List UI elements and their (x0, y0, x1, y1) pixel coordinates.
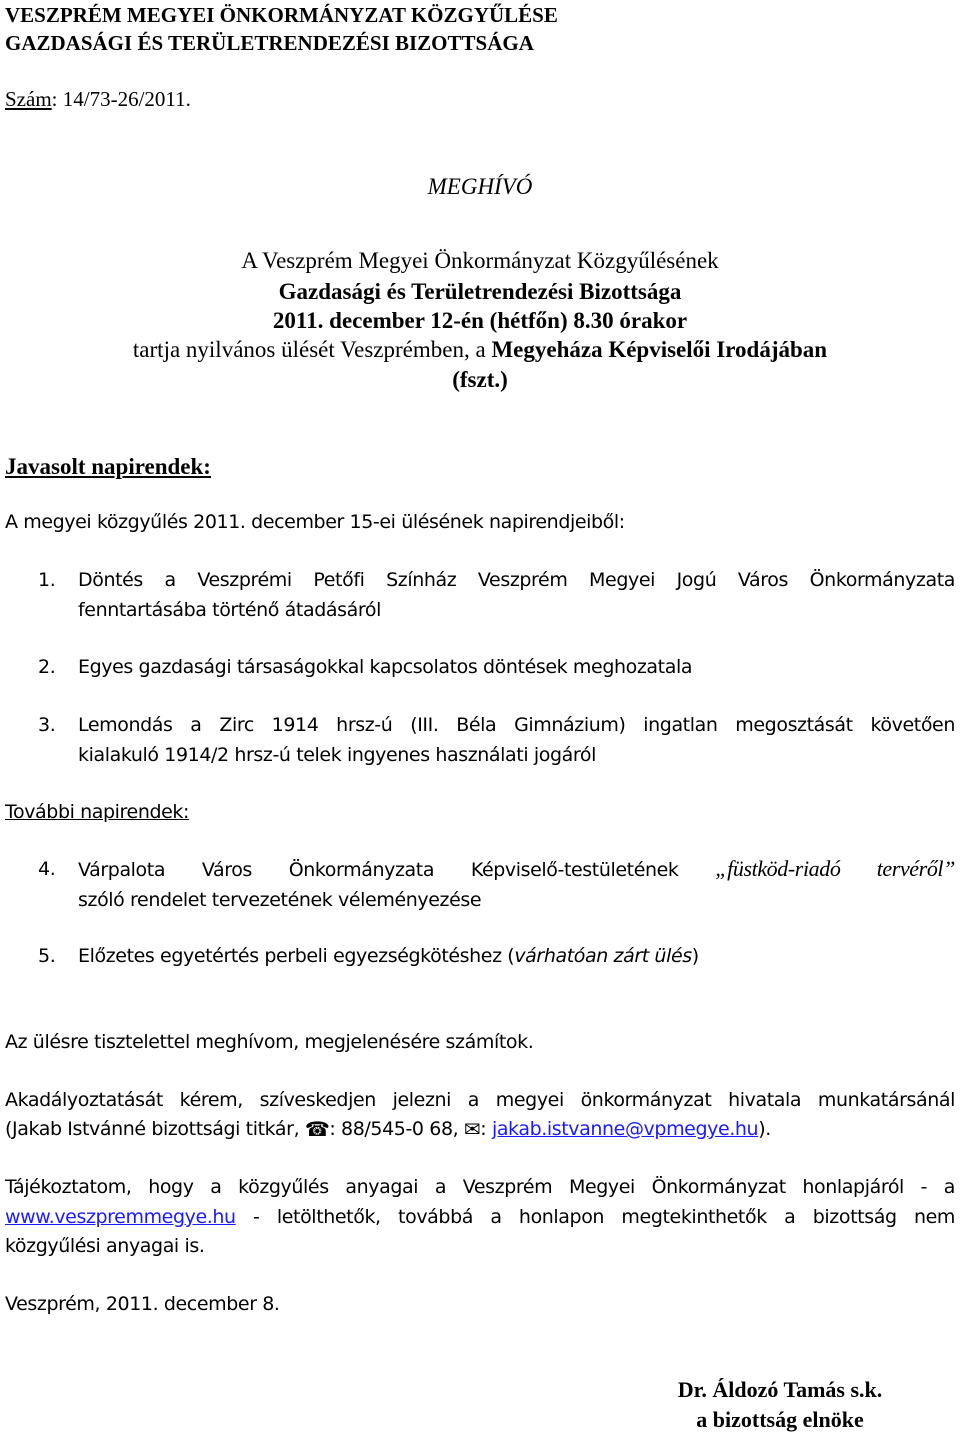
invitation-location (5, 335, 955, 364)
contact-line1: Akadályoztatását kérem, szíveskedjen jelezni a megyei önkormányzat hivatala munkatársánál (5, 1089, 955, 1111)
signer-title: a bizottság elnöke (696, 1407, 864, 1432)
agenda-item-1 (5, 565, 955, 625)
invitation-location-text: tartja nyilvános ülését Veszprémben, a (132, 337, 492, 362)
agenda-intro: A megyei közgyűlés 2011. december 15-ei ülésének napirendjeiből: (5, 511, 625, 533)
email-link[interactable]: jakab.istvanne@vpmegye.hu (491, 1118, 759, 1140)
place-date: Veszprém, 2011. december 8. (5, 1293, 280, 1315)
agenda-item-text-cont: szóló rendelet tervezetének véleményezése (78, 889, 482, 911)
agenda-item-5-note: várhatóan zárt ülés (514, 945, 692, 967)
info-line2 (5, 1203, 955, 1232)
agenda-item-text: Egyes gazdasági társaságokkal kapcsolatos döntések meghozatala (78, 656, 693, 678)
email-colon: : (480, 1118, 492, 1140)
agenda-item-5-close: ) (691, 945, 699, 967)
closing-greeting: Az ülésre tisztelettel meghívom, megjelenésére számítok. (5, 1031, 534, 1053)
agenda-item-number: 4. (38, 858, 56, 880)
phone-icon: ☎ (304, 1117, 330, 1141)
agenda-item-2 (5, 652, 955, 682)
contact-phone: : 88/545-0 68, (329, 1118, 464, 1140)
signer-name: Dr. Áldozó Tamás s.k. (677, 1377, 883, 1402)
invitation-datetime: 2011. december 12-én (hétfőn) 8.30 órakor (272, 308, 688, 333)
invitation-line2: Gazdasági és Területrendezési Bizottsága (278, 279, 682, 304)
reference-number (5, 86, 955, 113)
contact-end: ). (758, 1118, 771, 1140)
invitation-line1: A Veszprém Megyei Önkormányzat Közgyűlésének (241, 248, 719, 273)
agenda-item-number: 1. (38, 569, 56, 591)
agenda-item-number: 3. (38, 714, 56, 736)
agenda-heading: Javasolt napirendek: (5, 454, 211, 479)
agenda-item-4-title: „füstköd-riadó tervéről” (715, 856, 955, 881)
agenda-item-text (78, 854, 955, 885)
reference-label: Szám (5, 87, 52, 111)
info-line1: Tájékoztatom, hogy a közgyűlés anyagai a Veszprém Megyei Önkormányzat honlapjáról - a (5, 1176, 955, 1198)
reference-value: : 14/73-26/2011. (51, 87, 191, 111)
info-line3: közgyűlési anyagai is. (5, 1235, 205, 1257)
org-name-line2: GAZDASÁGI ÉS TERÜLETRENDEZÉSI BIZOTTSÁGA (5, 31, 534, 55)
agenda-item-5-text: Előzetes egyetértés perbeli egyezségkötéshez ( (78, 945, 515, 967)
agenda-item-number: 5. (38, 945, 56, 967)
agenda-item-text-cont: kialakuló 1914/2 hrsz-ú telek ingyenes használati jogáról (78, 744, 596, 766)
contact-line2 (5, 1115, 955, 1144)
agenda-item-number: 2. (38, 656, 56, 678)
contact-person: (Jakab Istvánné bizottsági titkár, (5, 1118, 305, 1140)
invitation-floor: (fszt.) (452, 367, 508, 392)
agenda-item-4 (5, 854, 955, 915)
agenda-item-text (78, 941, 955, 971)
agenda-item-text-cont: fenntartásába történő átadásáról (78, 599, 381, 621)
envelope-icon: ✉ (463, 1117, 481, 1141)
invitation-title: MEGHÍVÓ (427, 174, 533, 199)
agenda-item-text: Lemondás a Zirc 1914 hrsz-ú (III. Béla Gimnázium) ingatlan megosztását követően (78, 714, 955, 736)
further-agenda-heading: További napirendek: (5, 801, 190, 823)
agenda-item-text: Döntés a Veszprémi Petőfi Színház Veszprém Megyei Jogú Város Önkormányzata (78, 569, 955, 591)
agenda-item-4-text: Várpalota Város Önkormányzata Képviselő-testületének (78, 859, 716, 881)
website-link[interactable]: www.veszpremmegye.hu (5, 1206, 236, 1228)
agenda-item-3 (5, 710, 955, 770)
org-name-line1: VESZPRÉM MEGYEI ÖNKORMÁNYZAT KÖZGYŰLÉSE (5, 3, 558, 27)
invitation-location-room: Megyeháza Képviselői Irodájában (491, 337, 828, 362)
info-line2-text: - letölthetők, továbbá a honlapon megtekinthetők a bizottság nem (235, 1206, 955, 1228)
agenda-item-5 (5, 941, 955, 971)
